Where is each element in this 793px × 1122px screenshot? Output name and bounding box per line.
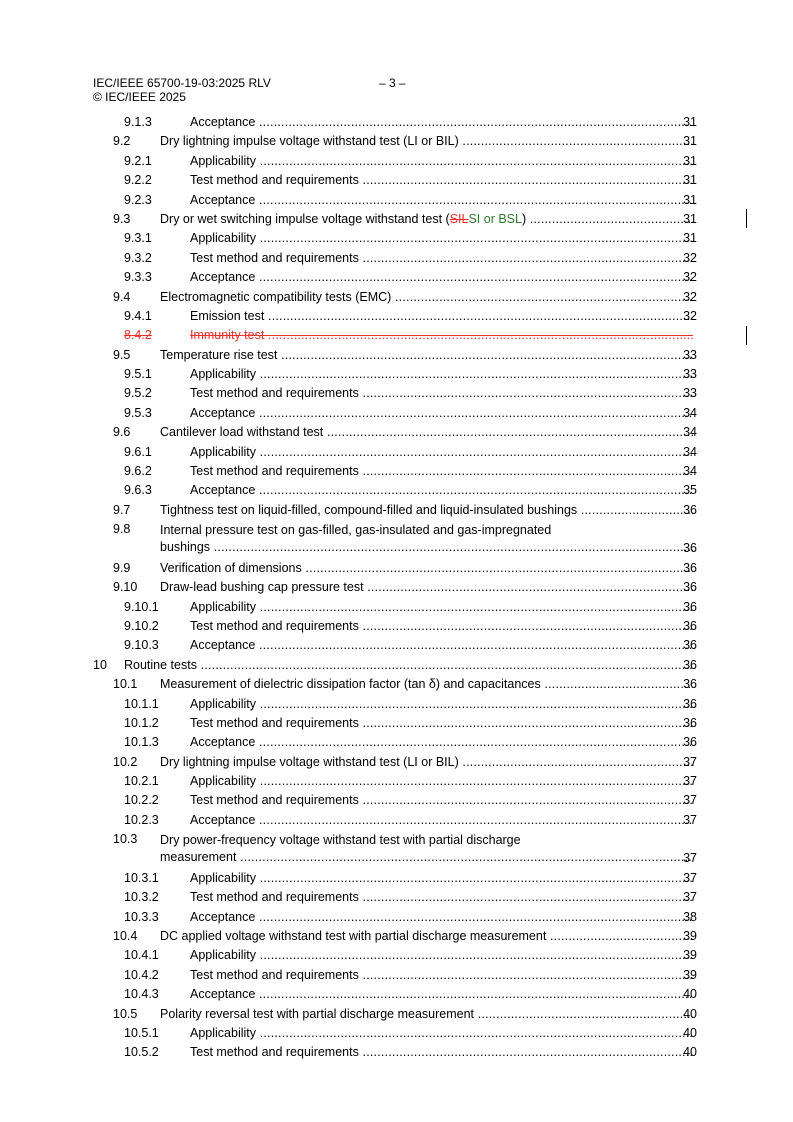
- toc-entry[interactable]: [0, 268, 793, 287]
- toc-page: 40: [683, 1006, 697, 1021]
- toc-title: Acceptance .....: [190, 483, 693, 498]
- toc-entry[interactable]: [0, 578, 793, 597]
- toc-number: 9.2.3: [124, 192, 152, 207]
- toc-title: Test method and requirements .....: [190, 716, 693, 731]
- toc-title: Test method and requirements .....: [190, 173, 693, 188]
- toc-entry[interactable]: [0, 443, 793, 462]
- toc-number: 9.3.1: [124, 231, 152, 246]
- toc-number: 9.7: [113, 502, 131, 517]
- toc-title: Test method and requirements .....: [190, 793, 693, 808]
- toc-entry[interactable]: [0, 927, 793, 946]
- toc-title-text: Dry or wet switching impulse voltage withstand test (: [160, 211, 450, 226]
- toc-entry[interactable]: [0, 598, 793, 617]
- toc-entry-deleted[interactable]: [0, 326, 793, 345]
- toc-page: 31: [683, 153, 697, 168]
- toc-title: Applicability .....: [190, 774, 693, 789]
- toc-title: Internal pressure test on gas-filled, gas-insulated and gas-impregnated: [160, 523, 552, 538]
- toc-title: Acceptance .....: [190, 910, 693, 925]
- toc-entry[interactable]: [0, 753, 793, 772]
- toc-entry[interactable]: [0, 1043, 793, 1062]
- toc-page: 31: [683, 134, 697, 149]
- toc-number: 9.10.1: [124, 599, 159, 614]
- page-number: – 3 –: [379, 76, 406, 90]
- toc-title: Tightness test on liquid-filled, compound-filled and liquid-insulated bushings .....: [160, 503, 693, 518]
- toc-number: 9.10.2: [124, 618, 159, 633]
- toc-number: 9.10.3: [124, 638, 159, 653]
- toc-number: 10.4.1: [124, 948, 159, 963]
- toc-number: 10.1: [113, 677, 138, 692]
- toc-entry[interactable]: [0, 695, 793, 714]
- toc-number: 9.6.1: [124, 444, 152, 459]
- toc-entry[interactable]: [0, 501, 793, 520]
- toc-title: Acceptance .....: [190, 638, 693, 653]
- toc-page: 37: [683, 793, 697, 808]
- toc-title: Acceptance .....: [190, 193, 693, 208]
- toc-page: 40: [683, 987, 697, 1002]
- toc-page: 32: [683, 308, 697, 323]
- toc-page: 35: [683, 483, 697, 498]
- toc-title: Test method and requirements .....: [190, 464, 693, 479]
- toc-page: 31: [683, 173, 697, 188]
- toc-page: 39: [683, 948, 697, 963]
- toc-entry[interactable]: [0, 656, 793, 675]
- toc-number: 9.2.2: [124, 173, 152, 188]
- inserted-text: SI or BSL: [468, 211, 522, 226]
- toc-title-continued: bushings .....: [160, 540, 693, 555]
- toc-entry[interactable]: [0, 132, 793, 151]
- toc-page: 40: [683, 1045, 697, 1060]
- toc-title: Acceptance .....: [190, 270, 693, 285]
- toc-entry[interactable]: [0, 1024, 793, 1043]
- toc-entry[interactable]: [0, 365, 793, 384]
- toc-page: 36: [683, 618, 697, 633]
- toc-page: 37: [683, 851, 697, 866]
- toc-number: 10.5.1: [124, 1025, 159, 1040]
- toc-number: 10.5: [113, 1006, 138, 1021]
- toc-entry[interactable]: [0, 152, 793, 171]
- toc-entry[interactable]: [0, 171, 793, 190]
- toc-number: 9.4.1: [124, 308, 152, 323]
- toc-number: 9.5.2: [124, 386, 152, 401]
- toc-number: 10.2: [113, 754, 138, 769]
- toc-page: 36: [683, 657, 697, 672]
- copyright-notice: © IEC/IEEE 2025: [93, 90, 186, 104]
- toc-number: 10.3.3: [124, 909, 159, 924]
- toc-entry[interactable]: [0, 966, 793, 985]
- toc-page: 36: [683, 541, 697, 556]
- toc-entry[interactable]: [0, 888, 793, 907]
- toc-page: 36: [683, 735, 697, 750]
- toc-entry[interactable]: [0, 636, 793, 655]
- toc-title: Applicability .....: [190, 367, 693, 382]
- toc-page: 34: [683, 425, 697, 440]
- toc-entry[interactable]: [0, 733, 793, 752]
- toc-title: Acceptance .....: [190, 406, 693, 421]
- toc-title: Measurement of dielectric dissipation factor (tan δ) and capacitances .....: [160, 677, 693, 692]
- toc-title: Electromagnetic compatibility tests (EMC) .....: [160, 290, 693, 305]
- document-id: IEC/IEEE 65700-19-03:2025 RLV: [93, 76, 271, 90]
- toc-page: 38: [683, 909, 697, 924]
- toc-number: 9.10: [113, 580, 138, 595]
- toc-page: 39: [683, 967, 697, 982]
- toc-title: Temperature rise test .....: [160, 348, 693, 363]
- toc-number: 9.2.1: [124, 153, 152, 168]
- toc-page: 34: [683, 464, 697, 479]
- toc-title: Draw-lead bushing cap pressure test .....: [160, 580, 693, 595]
- toc-title: Test method and requirements .....: [190, 619, 693, 634]
- toc-entry[interactable]: [0, 210, 793, 229]
- toc-title: Applicability .....: [190, 1026, 693, 1041]
- toc-page: 34: [683, 405, 697, 420]
- toc-number: 9.5.1: [124, 367, 152, 382]
- toc-number: 10: [93, 657, 107, 672]
- toc-page: 39: [683, 929, 697, 944]
- toc-entry[interactable]: [0, 404, 793, 423]
- toc-entry[interactable]: [0, 830, 793, 869]
- toc-title: Routine tests .....: [124, 658, 693, 673]
- toc-page: 36: [683, 580, 697, 595]
- toc-title: Polarity reversal test with partial discharge measurement .....: [160, 1007, 693, 1022]
- toc-entry[interactable]: [0, 675, 793, 694]
- toc-entry[interactable]: [0, 423, 793, 442]
- toc-title: Emission test .....: [190, 309, 693, 324]
- toc-number: 9.6: [113, 425, 131, 440]
- toc-number: 10.3.2: [124, 890, 159, 905]
- toc-number: 9.3: [113, 211, 131, 226]
- toc-number: 9.8: [113, 522, 131, 537]
- toc-title: Applicability .....: [190, 154, 693, 169]
- table-of-contents: [0, 113, 793, 1063]
- toc-page: 31: [683, 231, 697, 246]
- toc-entry[interactable]: [0, 520, 793, 559]
- toc-entry[interactable]: [0, 191, 793, 210]
- toc-title: Applicability .....: [190, 231, 693, 246]
- toc-entry[interactable]: [0, 869, 793, 888]
- toc-title: DC applied voltage withstand test with partial discharge measurement .....: [160, 929, 693, 944]
- toc-number: 10.2.1: [124, 774, 159, 789]
- toc-entry[interactable]: [0, 811, 793, 830]
- toc-page: 36: [683, 599, 697, 614]
- toc-entry[interactable]: [0, 791, 793, 810]
- toc-number: 10.2.3: [124, 812, 159, 827]
- toc-entry[interactable]: [0, 384, 793, 403]
- toc-page: 36: [683, 638, 697, 653]
- toc-page: 37: [683, 890, 697, 905]
- toc-entry[interactable]: [0, 288, 793, 307]
- toc-number: 9.6.3: [124, 483, 152, 498]
- toc-title: Dry lightning impulse voltage withstand test (LI or BIL) .....: [160, 134, 693, 149]
- toc-number: 10.3.1: [124, 870, 159, 885]
- toc-page: 31: [683, 211, 697, 226]
- toc-title: Applicability .....: [190, 871, 693, 886]
- toc-number: 9.6.2: [124, 464, 152, 479]
- toc-number: 9.5: [113, 347, 131, 362]
- toc-page: 33: [683, 367, 697, 382]
- toc-title: Test method and requirements .....: [190, 890, 693, 905]
- toc-title: Immunity test .....: [190, 328, 693, 343]
- toc-number: 10.1.2: [124, 715, 159, 730]
- toc-entry[interactable]: [0, 481, 793, 500]
- toc-number: 10.2.2: [124, 793, 159, 808]
- toc-title: [160, 212, 693, 227]
- toc-entry[interactable]: [0, 229, 793, 248]
- toc-number: 10.5.2: [124, 1045, 159, 1060]
- toc-number: 9.3.2: [124, 250, 152, 265]
- toc-title: Test method and requirements .....: [190, 1045, 693, 1060]
- toc-page: 31: [683, 192, 697, 207]
- toc-number: 10.4.3: [124, 987, 159, 1002]
- toc-entry[interactable]: [0, 249, 793, 268]
- toc-number: 9.1.3: [124, 115, 152, 129]
- toc-page: 37: [683, 774, 697, 789]
- toc-number: 8.4.2: [124, 328, 152, 343]
- toc-number: 9.5.3: [124, 405, 152, 420]
- toc-title: Applicability .....: [190, 445, 693, 460]
- toc-page: 32: [683, 270, 697, 285]
- toc-title: Applicability .....: [190, 948, 693, 963]
- toc-title: Acceptance .....: [190, 813, 693, 828]
- toc-title: Cantilever load withstand test .....: [160, 425, 693, 440]
- toc-entry[interactable]: [0, 714, 793, 733]
- toc-page: 40: [683, 1025, 697, 1040]
- deleted-text: SIL: [449, 211, 469, 226]
- toc-number: 9.3.3: [124, 270, 152, 285]
- toc-title: Test method and requirements .....: [190, 386, 693, 401]
- toc-page: 34: [683, 444, 697, 459]
- toc-title: Acceptance .....: [190, 115, 693, 130]
- toc-title: Acceptance .....: [190, 735, 693, 750]
- toc-page: 37: [683, 812, 697, 827]
- toc-page: 33: [683, 386, 697, 401]
- toc-number: 10.1.1: [124, 696, 159, 711]
- toc-page: 31: [683, 115, 697, 129]
- toc-title: Applicability .....: [190, 600, 693, 615]
- toc-title: Test method and requirements .....: [190, 251, 693, 266]
- toc-number: 10.1.3: [124, 735, 159, 750]
- toc-page: 33: [683, 347, 697, 362]
- toc-page: 37: [683, 754, 697, 769]
- toc-page: 32: [683, 289, 697, 304]
- toc-entry[interactable]: [0, 462, 793, 481]
- toc-entry[interactable]: [0, 346, 793, 365]
- toc-page: 36: [683, 502, 697, 517]
- toc-title: Verification of dimensions .....: [160, 561, 693, 576]
- toc-entry[interactable]: [0, 772, 793, 791]
- toc-entry[interactable]: [0, 113, 793, 132]
- toc-number: 9.2: [113, 134, 131, 149]
- toc-number: 10.4: [113, 929, 138, 944]
- toc-entry[interactable]: [0, 559, 793, 578]
- toc-page: 36: [683, 677, 697, 692]
- toc-number: 9.9: [113, 560, 131, 575]
- toc-page: 36: [683, 560, 697, 575]
- toc-title: Acceptance .....: [190, 987, 693, 1002]
- toc-title: Test method and requirements .....: [190, 968, 693, 983]
- toc-title: Applicability .....: [190, 697, 693, 712]
- toc-entry[interactable]: [0, 908, 793, 927]
- toc-entry[interactable]: [0, 1005, 793, 1024]
- toc-number: 10.3: [113, 832, 138, 847]
- toc-title: Dry lightning impulse voltage withstand test (LI or BIL) .....: [160, 755, 693, 770]
- toc-title: Dry power-frequency voltage withstand test with partial discharge: [160, 833, 521, 848]
- toc-entry[interactable]: [0, 946, 793, 965]
- toc-entry[interactable]: [0, 985, 793, 1004]
- page-header: [93, 76, 433, 104]
- toc-title-continued: measurement .....: [160, 850, 693, 865]
- toc-number: 9.4: [113, 289, 131, 304]
- toc-entry[interactable]: [0, 307, 793, 326]
- toc-number: 10.4.2: [124, 967, 159, 982]
- toc-page: 36: [683, 715, 697, 730]
- toc-page: 36: [683, 696, 697, 711]
- toc-title-text: ): [521, 211, 527, 226]
- toc-page: 37: [683, 870, 697, 885]
- toc-page: 32: [683, 250, 697, 265]
- toc-entry[interactable]: [0, 617, 793, 636]
